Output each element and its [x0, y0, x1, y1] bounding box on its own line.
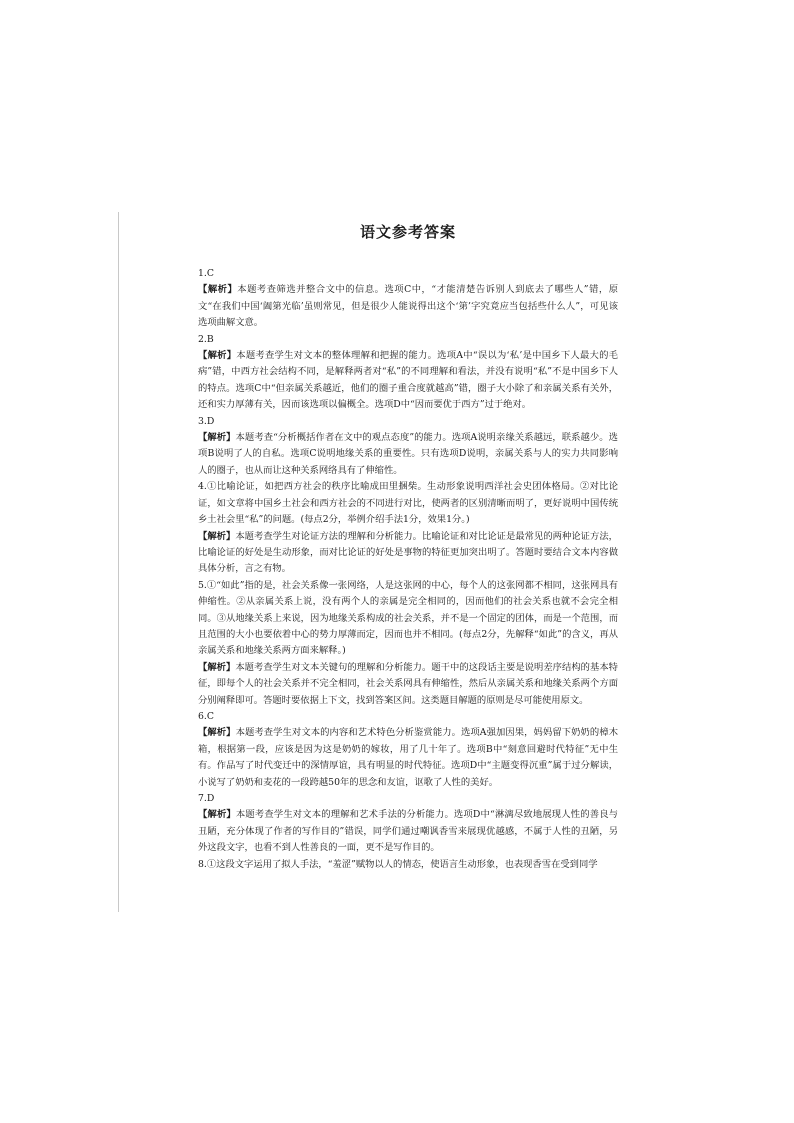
answer-item-2	[198, 332, 618, 414]
left-margin-rule	[118, 212, 119, 912]
answer-item-5	[198, 578, 618, 709]
answer-document	[198, 222, 618, 873]
answer-text: 6.C	[198, 710, 214, 722]
answer-text: 4.①比喻论证，如把西方社会的秩序比喻成田里捆柴。生动形象说明西洋社会史团体格局。②对比论证，如文章将中国乡土社会和西方社会的不同进行对比，使两者的区别清晰而明了，更好说明中国传统乡土社会里“私”的问题。(每点2分，举例介绍手法1分，效果1分。)	[198, 481, 618, 526]
analysis-tag: 【解析】	[198, 530, 236, 542]
answer-item-1	[198, 266, 618, 332]
analysis-paragraph	[198, 660, 618, 709]
answer-text: 1.C	[198, 268, 214, 279]
analysis-tag: 【解析】	[198, 809, 236, 821]
document-title: 语文参考答案	[359, 223, 456, 241]
answer-item-7	[198, 791, 618, 857]
answer-item-8	[198, 857, 618, 873]
answer-item-4	[198, 479, 618, 577]
analysis-text: 本题考查学生对论证方法的理解和分析能力。比喻论证和对比论证是最常见的两种论证方法，比喻论证的好处是生动形象，而对比论证的好处是事物的特征更加突出明了。答题时要结合文本内容做具体分析，言之有物。	[198, 530, 618, 575]
analysis-paragraph	[198, 348, 618, 414]
analysis-text: 本题考查学生对文本的整体理解和把握的能力。选项A中“误以为‘私’是中国乡下人最大的毛病”错，中西方社会结构不同，是解释两者对“私”的不同理解和看法，并没有说明“私”不是中国乡下人的特点。选项C中“但亲属关系越近，他们的圈子重合度就越高”错，圈子大小除了和亲属关系有关外，还和实力厚薄有关，因而该选项以偏概全。选项D中“因而要优于西方”过于绝对。	[198, 350, 618, 411]
analysis-text: 本题考查学生对文本关键句的理解和分析能力。题干中的这段话主要是说明差序结构的基本特征，即每个人的社会关系并不完全相同，社会关系网具有伸缩性，然后从亲属关系和地缘关系两个方面分别阐释即可。答题时要依据上下文，找到答案区间。这类题目解题的原则是尽可能使用原文。	[198, 661, 618, 706]
analysis-paragraph	[198, 430, 618, 479]
analysis-tag: 【解析】	[198, 350, 237, 362]
answer-text: 7.D	[198, 793, 215, 804]
analysis-paragraph	[198, 725, 618, 791]
analysis-text: 本题考查学生对文本的内容和艺术特色分析鉴赏能力。选项A强加因果，妈妈留下奶奶的樟木箱，根据第一段，应该是因为这是奶奶的嫁妆，用了几十年了。选项B中“刻意回避时代特征”无中生有。作品写了时代变迁中的深情厚谊，具有明显的时代特征。选项D中“主题变得沉重”属于过分解读，小说写了奶奶和麦花的一段跨越50年的思念和友谊，讴歌了人性的美好。	[198, 727, 618, 788]
answer-item-3	[198, 414, 618, 480]
analysis-text: 本题考查筛选并整合文中的信息。选项C中，“才能清楚告诉别人到底去了哪些人”错，原文“在我们中国‘阖第光临’虽则常见，但是很少人能说得出这个‘第’字究竟应当包括些什么人”，可见该选项曲解文意。	[198, 284, 618, 329]
analysis-paragraph	[198, 807, 618, 856]
answer-text: 3.D	[198, 415, 215, 427]
answer-text: 2.B	[198, 333, 214, 345]
answer-item-6	[198, 709, 618, 791]
analysis-tag: 【解析】	[198, 661, 236, 673]
answer-text: 5.①“如此”指的是，社会关系像一张网络，人是这张网的中心，每个人的这张网都不相同，这张网具有伸缩性。②从亲属关系上说，没有两个人的亲属是完全相同的，因而他们的社会关系也就不会完全相同。③从地缘关系上来说，因为地缘关系构成的社会关系，并不是一个固定的团体，而是一个范围，而且范围的大小也要依着中心的势力厚薄而定，因而也并不相同。(每点2分，先解释“如此”的含义，再从亲属关系和地缘关系两方面来解释。)	[198, 579, 618, 657]
analysis-tag: 【解析】	[198, 284, 238, 296]
analysis-tag: 【解析】	[198, 727, 236, 739]
analysis-text: 本题考查“分析概括作者在文中的观点态度”的能力。选项A说明亲缘关系越远，联系越少。选项B说明了人的自私。选项C说明地缘关系的重要性。只有选项D说明，亲属关系与人的实力共同影响人的圈子，也从而让这种关系网络具有了伸缩性。	[198, 432, 618, 476]
answer-text: 8.①这段文字运用了拟人手法，“羞涩”赋物以人的情态，使语言生动形象，也表现香雪在受到同学	[198, 858, 598, 870]
analysis-text: 本题考查学生对文本的理解和艺术手法的分析能力。选项D中“淋漓尽致地展现人性的善良与丑陋，充分体现了作者的写作目的”错误，同学们通过嘲讽香雪来展现优越感，不属于人性的丑陋，另外这段文字，也看不到人性善良的一面，更不是写作目的。	[198, 809, 618, 854]
analysis-tag: 【解析】	[198, 432, 236, 444]
analysis-paragraph	[198, 529, 618, 578]
analysis-paragraph	[198, 282, 618, 331]
